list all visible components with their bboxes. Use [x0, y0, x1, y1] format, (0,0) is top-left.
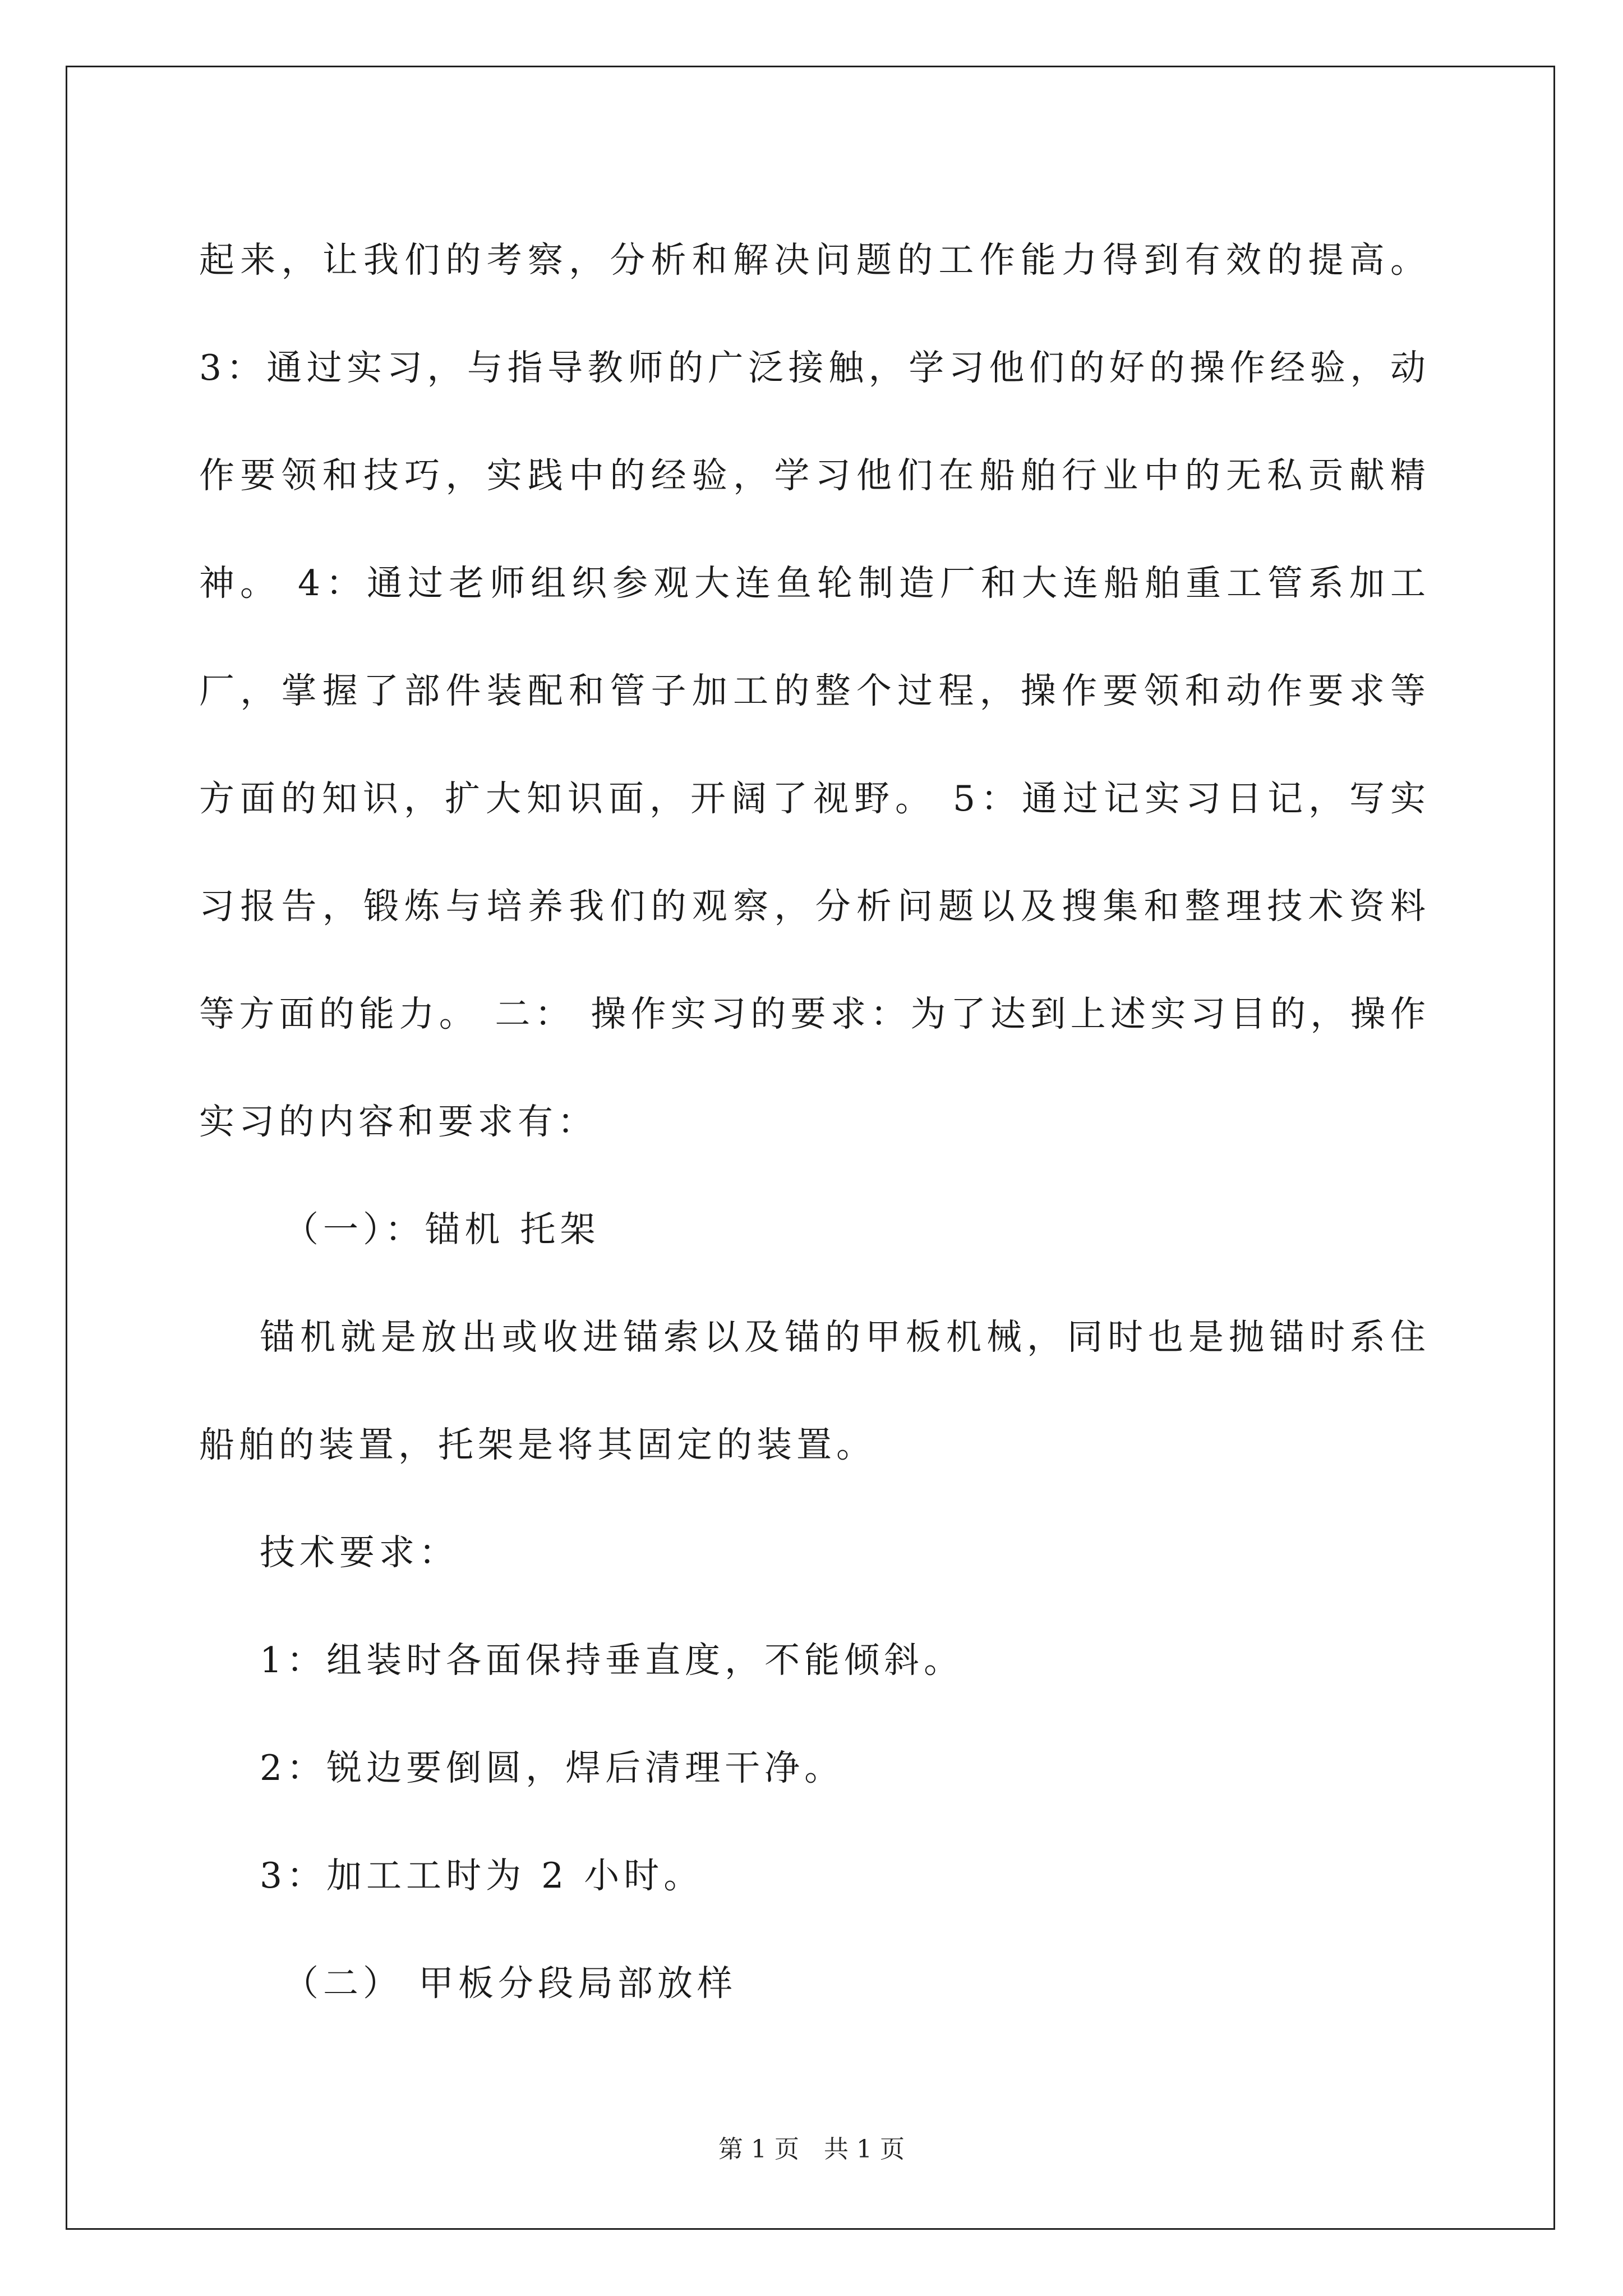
page-number-footer: 第 1 页 共 1 页 [718, 2135, 905, 2164]
heading-section-2: （二） 甲板分段局部放样 [283, 1963, 737, 2004]
list-item-requirement-3: 3：加工工时为 2 小时。 [260, 1855, 704, 1896]
list-item-requirement-1: 1：组装时各面保持垂直度，不能倾斜。 [260, 1640, 964, 1681]
paragraph-anchor-machine: 锚机就是放出或收进锚索以及锚的甲板机械，同时也是抛锚时系住船舶的装置，托架是将其固定的装置。 [199, 1317, 1430, 1465]
paragraph-tech-requirements-label: 技术要求： [260, 1532, 459, 1573]
heading-section-1: （一）：锚机 托架 [283, 1209, 600, 1250]
list-item-requirement-2: 2：锐边要倒圆，焊后清理干净。 [260, 1747, 845, 1788]
document-body [199, 206, 1430, 2037]
paragraph-intro-goals: 起来，让我们的考察，分析和解决问题的工作能力得到有效的提高。3：通过实习，与指导教师的广泛接触，学习他们的好的操作经验，动作要领和技巧，实践中的经验，学习他们在船舶行业中的无私贡献精神。 4：通过老师组织参观大连鱼轮制造厂和大连船舶重工管系加工厂，掌握了部件装配和管子加工的整个过程，操作要领和动作要求等方面的知识，扩大知识面，开阔了视野。 5：通过记实习日记，写实习报告，锻炼与培养我们的观察，分析问题以及搜集和整理技术资料等方面的能力。 二： 操作实习的要求：为了达到上述实习目的，操作实习的内容和要求有： [199, 240, 1430, 1142]
